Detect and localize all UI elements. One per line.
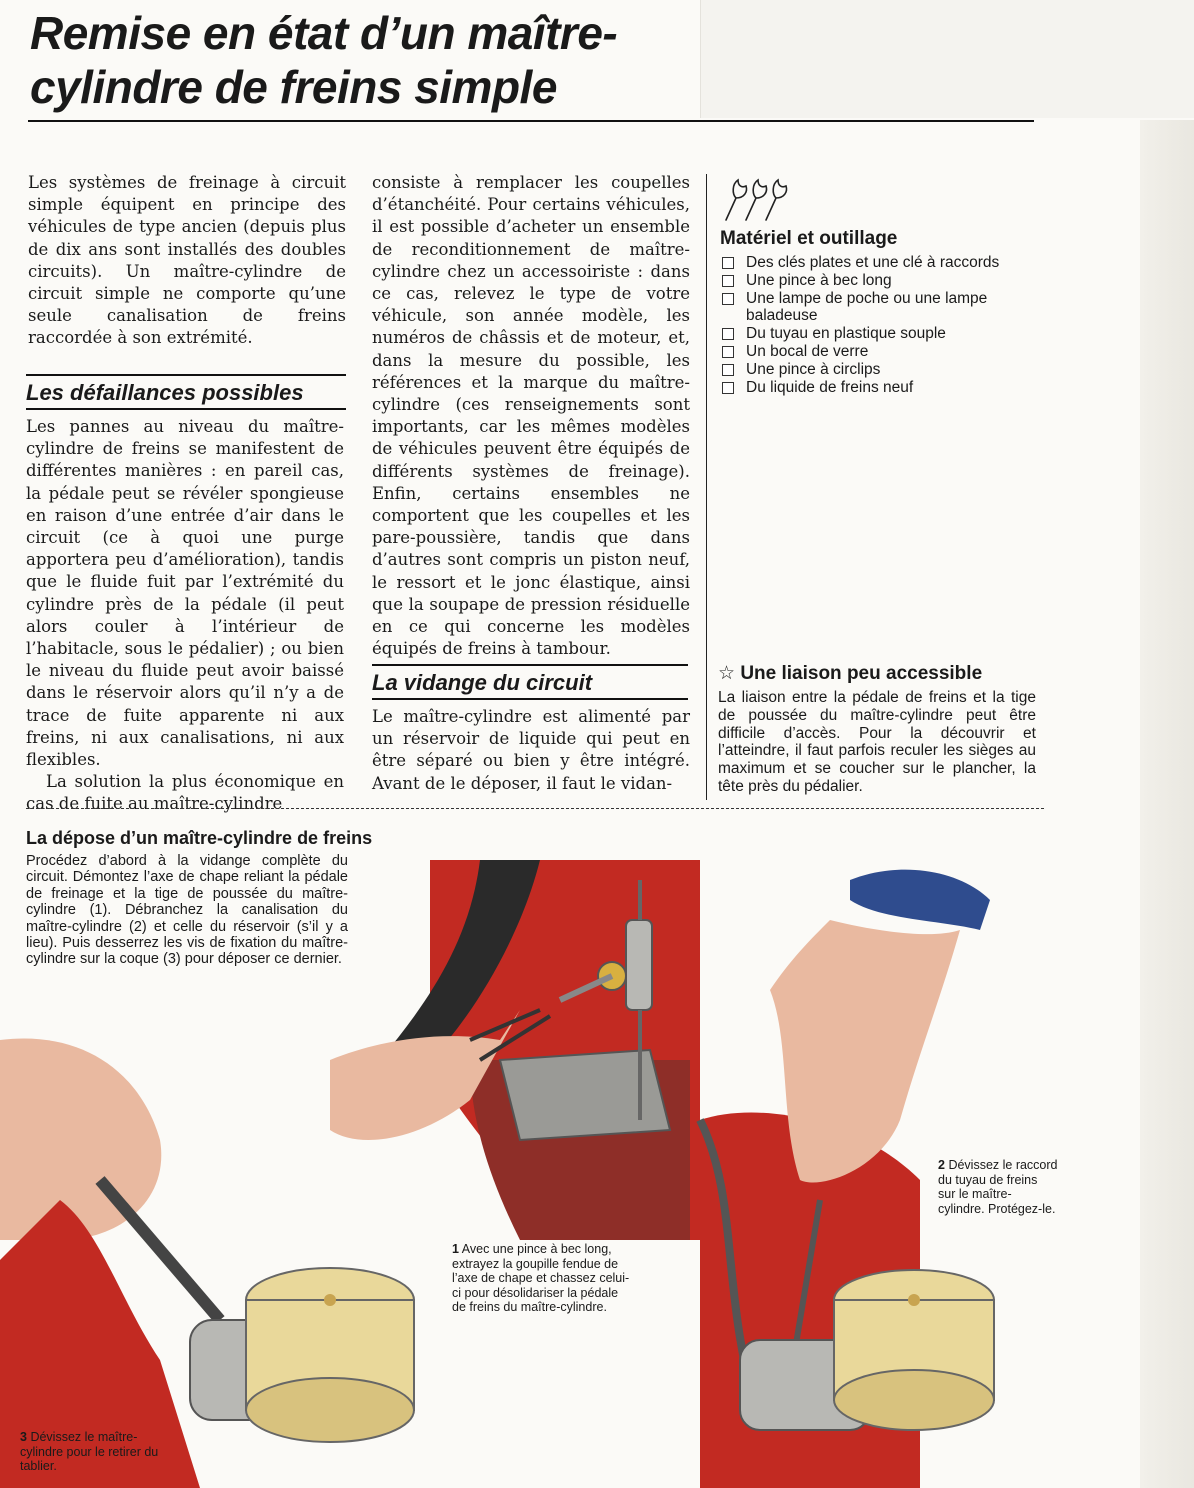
checkbox-icon bbox=[722, 257, 734, 269]
checkbox-icon bbox=[722, 364, 734, 376]
tools-item: Une pince à circlips bbox=[720, 361, 1038, 379]
tools-item: Une lampe de poche ou une lampe baladeuse bbox=[720, 290, 1038, 326]
checkbox-icon bbox=[722, 328, 734, 340]
defaillances-paragraph-1: Les pannes au niveau du maître-cylindre de freins se manifestent de différentes manières : en pareil cas, la pédale peut se révéler spongieuse en raison d’une entrée d’air dans le circuit (ce à quoi une purge apportera peu d’amélioration), tandis que le fluide fuit par l’extrémité du cylindre près de la pédale (il peut alors couler à l’intérieur de l’habitacle, sous le pédalier) ; ou bien le niveau du fluide peut avoir baissé dans le réservoir alors qu’il n’y a de trace de fuite apparente ni aux freins, ni aux canalisations, ni aux flexibles. bbox=[26, 417, 344, 770]
column-2-body bbox=[372, 172, 690, 660]
pedal-illustration bbox=[330, 860, 700, 1240]
tools-item: Une pince à bec long bbox=[720, 272, 1038, 290]
tools-item: Un bocal de verre bbox=[720, 343, 1038, 361]
note-box bbox=[718, 662, 1036, 796]
tools-item: Du liquide de freins neuf bbox=[720, 379, 1038, 397]
intro-paragraph: Les systèmes de freinage à circuit simple équipent en principe des véhicules de type ancien (depuis plus de dix ans sont installés des doubles circuits). Un maître-cylindre de circuit simple ne comporte qu’une seule canalisation de freins raccordée à son extrémité. bbox=[28, 173, 346, 348]
tools-list bbox=[720, 254, 1038, 396]
vidange-body bbox=[372, 706, 690, 795]
note-text: La liaison entre la pédale de freins et la tige de poussée du maître-cylindre peut être difficile d’accès. Pour la découvrir et l’atteindre, il faut parfois reculer les sièges au maximum et se coucher sur le plancher, la tête près du pédalier. bbox=[718, 689, 1036, 795]
checkbox-icon bbox=[722, 382, 734, 394]
caption-number: 3 bbox=[20, 1430, 27, 1444]
caption-2 bbox=[938, 1158, 1058, 1216]
depose-box bbox=[26, 828, 373, 968]
title-rule bbox=[28, 120, 1034, 122]
defaillances-body bbox=[26, 416, 344, 816]
checkbox-icon bbox=[722, 275, 734, 287]
depose-text: Procédez d’abord à la vidange complète du circuit. Démontez l’axe de chape reliant la pédale de freinage et la tige de poussée du maître-cylindre (1). Débranchez la canalisation du maître-cylindre (2) et celle du réservoir (s’il y a lieu). Puis desserrez les vis de fixation du maître-cylindre sur la coque (3) pour déposer ce dernier. bbox=[26, 853, 348, 968]
caption-1 bbox=[452, 1242, 632, 1315]
caption-3 bbox=[20, 1430, 160, 1474]
page-title bbox=[30, 6, 720, 114]
caption-text: Dévissez le raccord du tuyau de freins sur le maître-cylindre. Protégez-le. bbox=[938, 1158, 1058, 1216]
title-line-1: Remise en état d’un maître- bbox=[30, 7, 618, 59]
section-heading-defaillances: Les défaillances possibles bbox=[26, 374, 346, 410]
column-2-paragraph: consiste à remplacer les coupelles d’étanchéité. Pour certains véhicules, il est possible d’acheter un ensemble de reconditionnement de maître-cylindre chez un accessoiriste : dans ce cas, relevez le type de votre véhicule, son année modèle, les numéros de châssis et de moteur, et, dans la mesure du possible, les références et la marque du maître-cylindre (ces renseignements sont importants, car les mêmes modèles de véhicules peuvent être équipés de différents systèmes de freinage). Enfin, certains ensembles ne comportent que les coupelles et les pare-poussière, tandis que dans d’autres sont compris un piston neuf, le ressort et le jonc élastique, ainsi que la soupape de pression résiduelle en ce qui concerne les modèles équipés de freins à tambour. bbox=[372, 173, 690, 659]
wrench-icon bbox=[720, 172, 1038, 228]
checkbox-icon bbox=[722, 346, 734, 358]
checkbox-icon bbox=[722, 293, 734, 305]
tools-heading: Matériel et outillage bbox=[720, 228, 898, 249]
intro-paragraph-block bbox=[28, 172, 346, 350]
section-heading-vidange: La vidange du circuit bbox=[372, 664, 688, 700]
star-icon: ☆ bbox=[718, 663, 741, 684]
caption-text: Dévissez le maître-cylindre pour le retirer du tablier. bbox=[20, 1430, 159, 1474]
caption-text: Avec une pince à bec long, extrayez la goupille fendue de l’axe de chape et chassez celui-ci pour désolidariser la pédale de freins du maître-cylindre. bbox=[452, 1242, 630, 1315]
note-heading: ☆ Une liaison peu accessible bbox=[718, 663, 983, 684]
title-line-2: cylindre de freins simple bbox=[30, 61, 557, 113]
caption-number: 2 bbox=[938, 1158, 945, 1172]
tools-item: Du tuyau en plastique souple bbox=[720, 325, 1038, 343]
top-right-panel bbox=[700, 0, 1194, 118]
defaillances-paragraph-2: La solution la plus économique en cas de fuite au maître-cylindre bbox=[26, 772, 344, 814]
depose-heading: La dépose d’un maître-cylindre de freins bbox=[26, 828, 373, 848]
page-edge bbox=[1140, 120, 1194, 1488]
caption-number: 1 bbox=[452, 1242, 459, 1256]
section-separator bbox=[26, 808, 1044, 810]
tools-box bbox=[720, 172, 1038, 396]
column-divider bbox=[706, 174, 707, 800]
tools-item: Des clés plates et une clé à raccords bbox=[720, 254, 1038, 272]
vidange-paragraph: Le maître-cylindre est alimenté par un réservoir de liquide qui peut en être séparé ou bien y être intégré. Avant de le déposer, il faut le vidan- bbox=[372, 707, 690, 793]
